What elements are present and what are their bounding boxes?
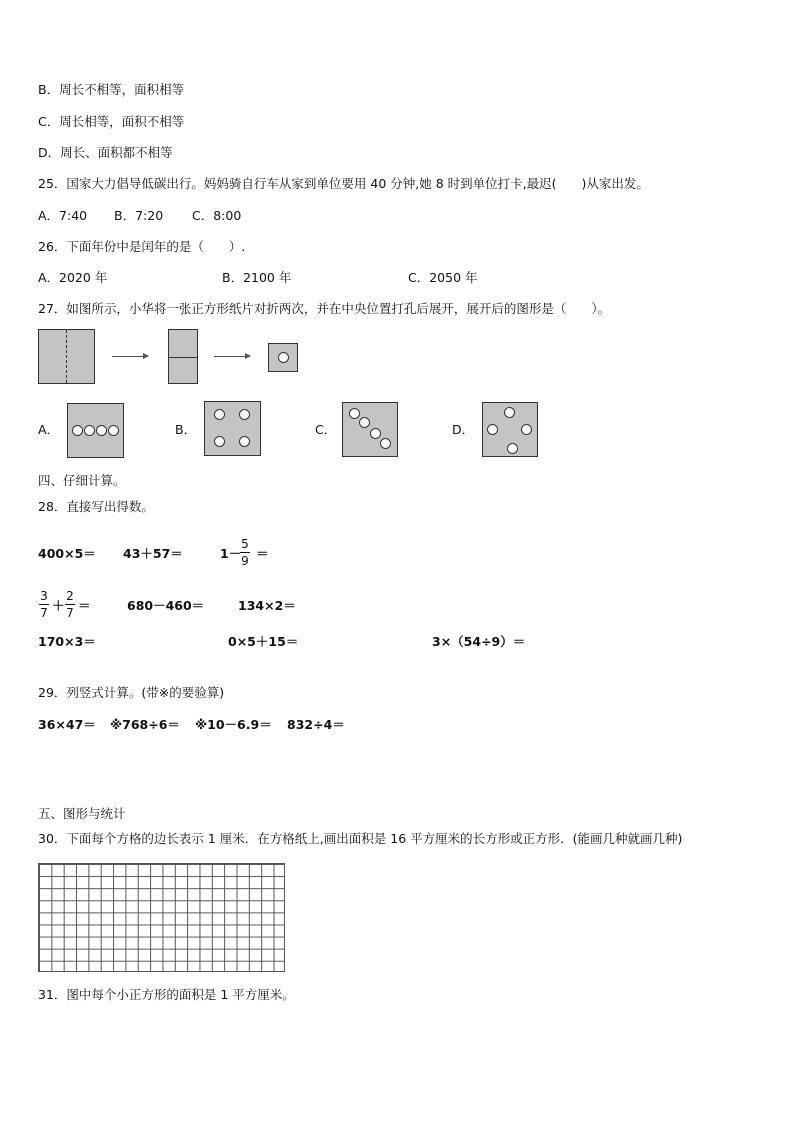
denominator: 7: [66, 606, 74, 620]
option-c-figure: [342, 402, 398, 457]
hole: [380, 438, 391, 449]
q30-stem: 30．下面每个方格的边长表示 1 厘米．在方格纸上,画出面积是 16 平方厘米的长方形或正方形．(能画几种就画几种): [38, 831, 683, 846]
hole: [370, 428, 381, 439]
hole: [359, 417, 370, 428]
fraction-5-9: [240, 537, 250, 568]
q26-option-c: C．2050 年: [408, 270, 478, 285]
fraction-2-7: [65, 589, 75, 620]
q26-option-a: A．2020 年: [38, 270, 108, 285]
q28-expr-2: 43＋57＝: [123, 546, 183, 561]
fold-line-vertical: [66, 330, 67, 383]
q28-expr-3-prefix: 1－: [220, 546, 242, 561]
denominator: 9: [241, 554, 249, 568]
q29-stem: 29．列竖式计算。(带※的要验算): [38, 685, 225, 700]
option-b-figure: [204, 401, 261, 456]
q27-option-d-label: D．: [452, 422, 475, 437]
hole: [214, 409, 225, 420]
option-a-figure: [67, 403, 124, 458]
q24-option-c: C．周长相等，面积不相等: [38, 114, 185, 129]
q29-expr-3: ※10－6.9＝: [195, 717, 272, 732]
q29-expr-1: 36×47＝: [38, 717, 96, 732]
q24-option-b: B．周长不相等，面积相等: [38, 82, 185, 97]
q26-option-b: B．2100 年: [222, 270, 292, 285]
hole: [214, 436, 225, 447]
q28-expr-7: 170×3＝: [38, 634, 96, 649]
hole: [521, 424, 532, 435]
q29-expr-4: 832÷4＝: [287, 717, 345, 732]
fraction-3-7: [39, 589, 49, 620]
numerator: 3: [40, 589, 48, 603]
q28-expr-8: 0×5＋15＝: [228, 634, 299, 649]
hole: [72, 425, 83, 436]
q28-expr-4-equals: ＝: [78, 598, 91, 613]
q28-stem: 28．直接写出得数。: [38, 499, 154, 514]
hole: [239, 436, 250, 447]
q28-expr-9: 3×（54÷9）＝: [432, 634, 526, 649]
q29-expr-2: ※768÷6＝: [110, 717, 180, 732]
arrow-right-icon: [112, 356, 148, 357]
q28-expr-3-equals: ＝: [256, 546, 269, 561]
hole: [487, 424, 498, 435]
q31-stem: 31．图中每个小正方形的面积是 1 平方厘米。: [38, 987, 295, 1002]
full-paper-square: [38, 329, 95, 384]
q28-expr-1: 400×5＝: [38, 546, 96, 561]
hole: [84, 425, 95, 436]
q28-expr-6: 134×2＝: [238, 598, 296, 613]
q24-option-d: D．周长、面积都不相等: [38, 145, 173, 160]
hole: [96, 425, 107, 436]
quarter-folded-paper: [268, 343, 298, 372]
numerator: 5: [241, 537, 249, 551]
arrow-right-icon: [214, 356, 250, 357]
q25-option-b: B．7:20: [114, 208, 164, 223]
q27-option-c-label: C．: [315, 422, 337, 437]
plus-sign: ＋: [52, 598, 65, 613]
hole: [504, 407, 515, 418]
q25-option-c: C．8:00: [192, 208, 242, 223]
section-5-title: 五、图形与统计: [38, 806, 126, 821]
hole: [108, 425, 119, 436]
q27-option-b-label: B．: [175, 422, 197, 437]
q25-stem: 25．国家大力倡导低碳出行。妈妈骑自行车从家到单位要用 40 分钟,她 8 时到单位打卡,最迟( )从家出发。: [38, 176, 649, 191]
q27-option-a-label: A．: [38, 422, 60, 437]
numerator: 2: [66, 589, 74, 603]
hole: [349, 408, 360, 419]
hole: [239, 409, 250, 420]
hole: [507, 443, 518, 454]
punched-hole: [278, 352, 289, 363]
q28-expr-5: 680－460＝: [127, 598, 205, 613]
section-4-title: 四、仔细计算。: [38, 473, 126, 488]
fold-line-horizontal: [169, 357, 197, 358]
denominator: 7: [40, 606, 48, 620]
option-d-figure: [482, 402, 538, 457]
q25-option-a: A．7:40: [38, 208, 88, 223]
half-folded-paper: [168, 329, 198, 384]
q27-stem: 27．如图所示，小华将一张正方形纸片对折两次，并在中央位置打孔后展开，展开后的图形是（ ）。: [38, 301, 611, 316]
q26-stem: 26．下面年份中是闰年的是（ ）.: [38, 239, 246, 254]
square-grid-paper[interactable]: [38, 863, 285, 972]
